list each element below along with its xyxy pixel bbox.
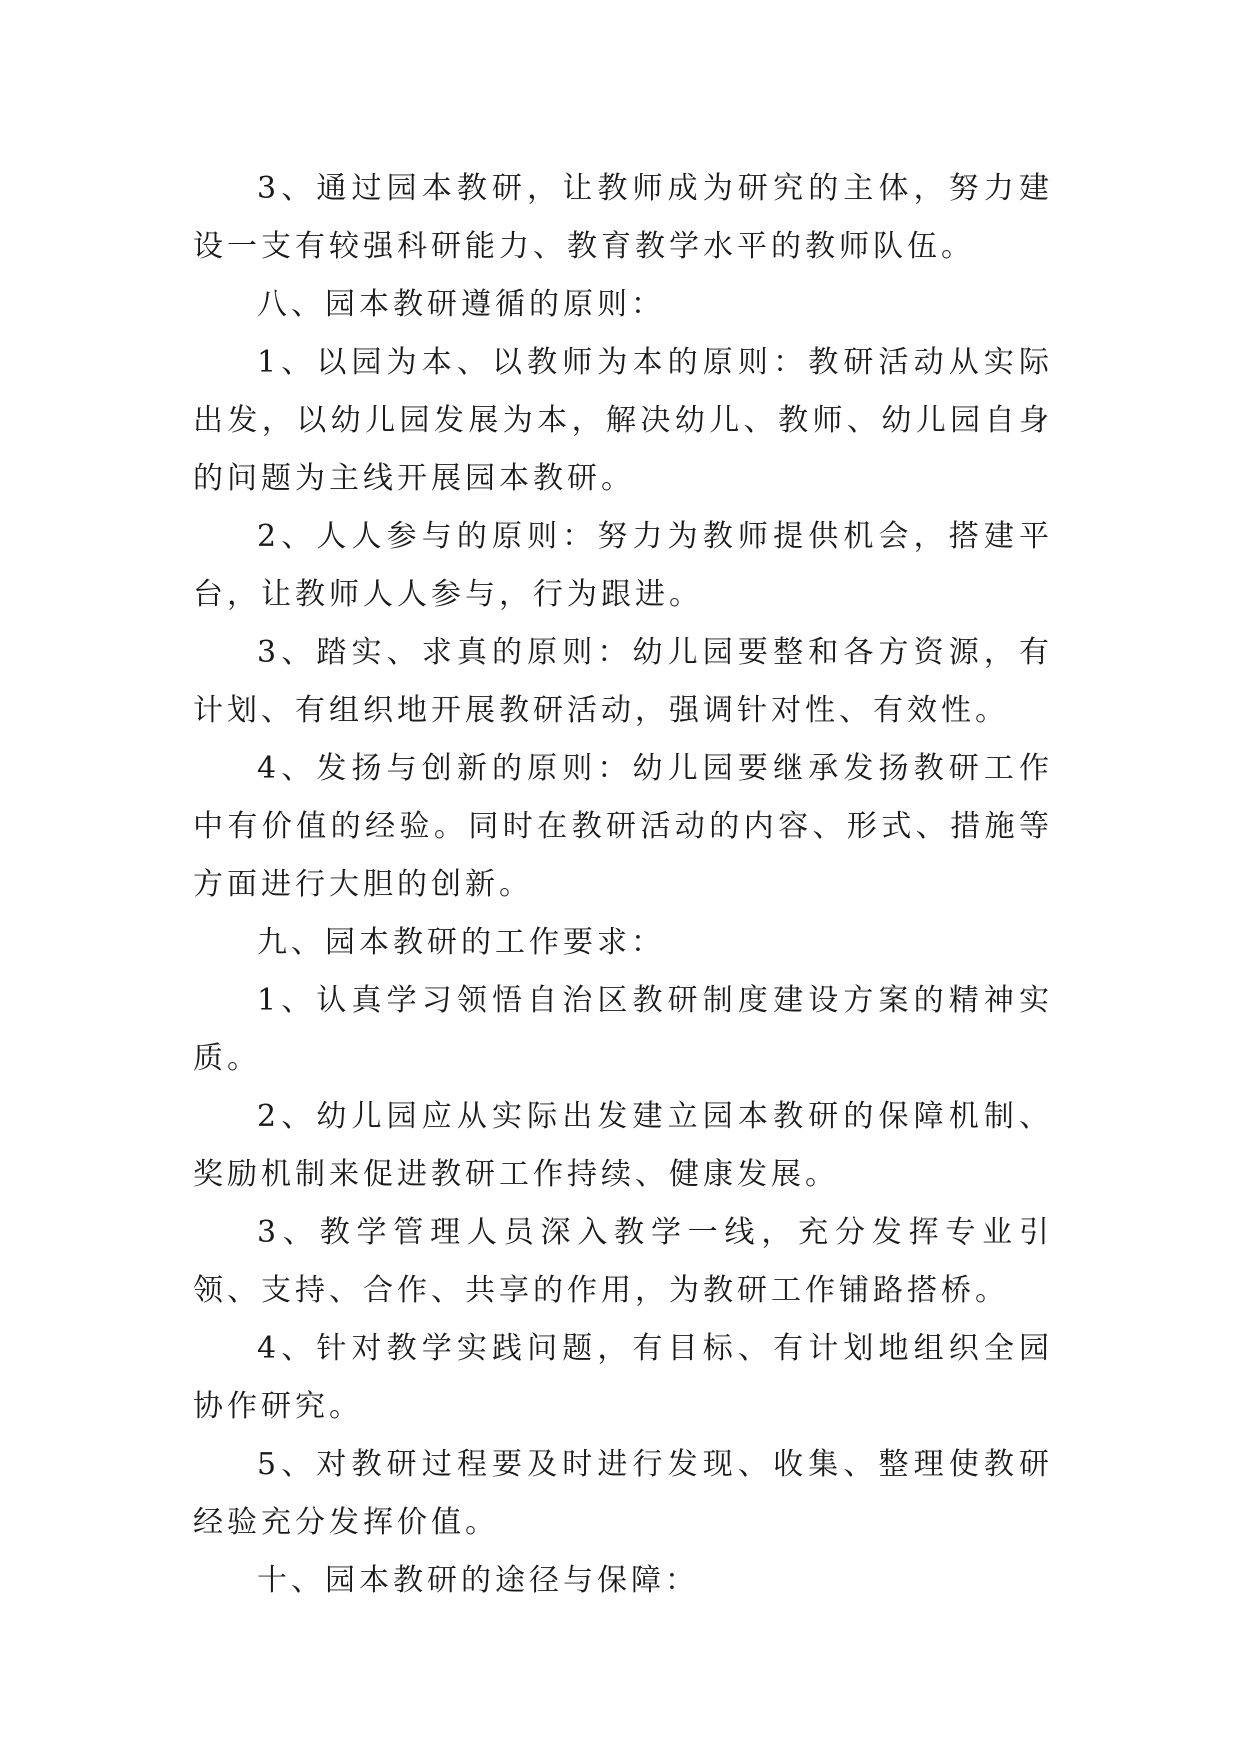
heading-section-8: 八、园本教研遵循的原则：: [257, 287, 665, 322]
paragraph-requirement-4: 4、针对教学实践问题，有目标、有计划地组织全园协作研究。: [193, 1331, 1053, 1424]
paragraph-principle-3: 3、踏实、求真的原则：幼儿园要整和各方资源，有计划、有组织地开展教研活动，强调针对性、有效性。: [193, 635, 1053, 728]
paragraph-principle-1: 1、以园为本、以教师为本的原则：教研活动从实际出发，以幼儿园发展为本，解决幼儿、教师、幼儿园自身的问题为主线开展园本教研。: [193, 345, 1053, 496]
document-body: [193, 160, 1053, 1610]
paragraph-requirement-5: 5、对教研过程要及时进行发现、收集、整理使教研经验充分发挥价值。: [193, 1447, 1053, 1540]
paragraph-principle-2: 2、人人参与的原则：努力为教师提供机会，搭建平台，让教师人人参与，行为跟进。: [193, 519, 1053, 612]
paragraph-requirement-1: 1、认真学习领悟自治区教研制度建设方案的精神实质。: [193, 983, 1053, 1076]
paragraph-requirement-3: 3、教学管理人员深入教学一线，充分发挥专业引领、支持、合作、共享的作用，为教研工作铺路搭桥。: [193, 1215, 1053, 1308]
paragraph-requirement-2: 2、幼儿园应从实际出发建立园本教研的保障机制、奖励机制来促进教研工作持续、健康发展。: [193, 1099, 1053, 1192]
heading-section-9: 九、园本教研的工作要求：: [257, 925, 665, 960]
heading-section-10: 十、园本教研的途径与保障：: [257, 1563, 699, 1598]
paragraph-goal-3: 3、通过园本教研，让教师成为研究的主体，努力建设一支有较强科研能力、教育教学水平的教师队伍。: [193, 171, 1053, 264]
paragraph-principle-4: 4、发扬与创新的原则：幼儿园要继承发扬教研工作中有价值的经验。同时在教研活动的内容、形式、措施等方面进行大胆的创新。: [193, 751, 1053, 902]
